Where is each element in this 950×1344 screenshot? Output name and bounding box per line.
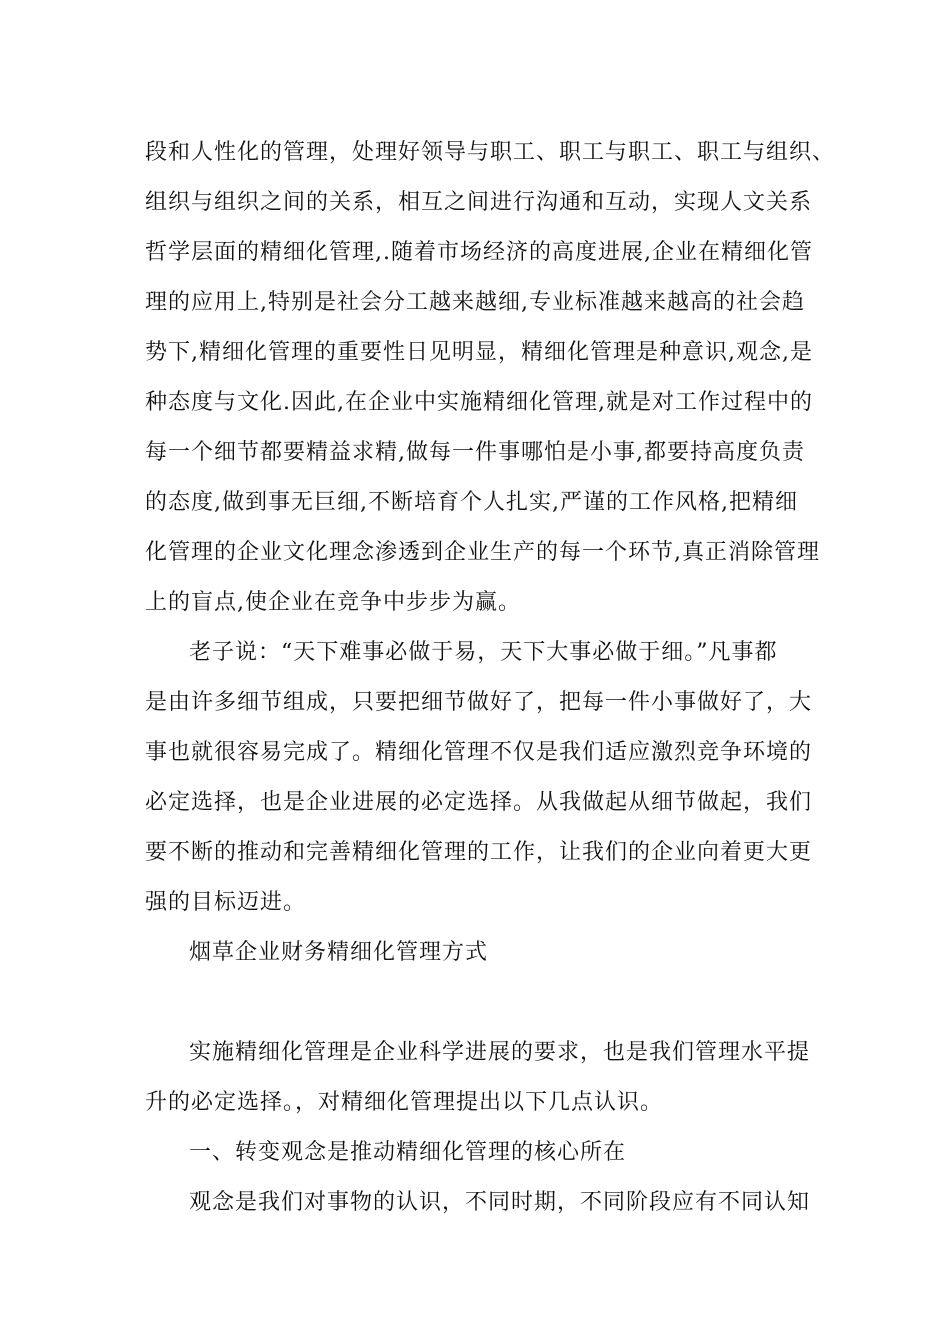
text-line: 上的盲点,使企业在竞争中步步为赢。 (145, 590, 521, 615)
text-line: 段和人性化的管理，处理好领导与职工、职工与职工、职工与组织、 (145, 140, 836, 165)
paragraph-continuation (145, 128, 835, 628)
document-body (145, 128, 835, 1228)
text-line: 老子说：“天下难事必做于易，天下大事必做于细。”凡事都 (189, 640, 778, 665)
text-line: 要不断的推动和完善精细化管理的工作，让我们的企业向着更大更 (145, 840, 813, 865)
text-line: 是由许多细节组成，只要把细节做好了，把每一件小事做好了，大 (145, 690, 813, 715)
text-line: 种态度与文化.因此,在企业中实施精细化管理,就是对工作过程中的 (145, 390, 813, 415)
text-line: 理的应用上,特别是社会分工越来越细,专业标准越来越高的社会趋 (145, 290, 805, 315)
text-line: 每一个细节都要精益求精,做每一件事哪怕是小事,都要持高度负责 (145, 440, 805, 465)
text-line: 强的目标迈进。 (145, 890, 307, 915)
text-line: 升的必定选择。，对精细化管理提出以下几点认识。 (145, 1090, 664, 1115)
paragraph-laozi-quote (145, 628, 835, 928)
text-line: 观念是我们对事物的认识，不同时期，不同阶段应有不同认知 (189, 1190, 811, 1215)
text-line: 事也就很容易完成了。精细化管理不仅是我们适应激烈竞争环境的 (145, 740, 813, 765)
blank-gap (145, 978, 835, 1028)
paragraph-implementation (145, 1028, 835, 1128)
text-line: 哲学层面的精细化管理,.随着市场经济的高度进展,企业在精细化管 (145, 240, 813, 265)
subsection-title: 一、转变观念是推动精细化管理的核心所在 (189, 1140, 627, 1165)
text-line: 化管理的企业文化理念渗透到企业生产的每一个环节,真正消除管理 (145, 540, 820, 565)
text-line: 的态度,做到事无巨细,不断培育个人扎实,严谨的工作风格,把精细 (145, 490, 798, 515)
text-line: 势下,精细化管理的重要性日见明显，精细化管理是种意识,观念,是 (145, 340, 813, 365)
text-line: 组织与组织之间的关系，相互之间进行沟通和互动，实现人文关系 (145, 190, 813, 215)
text-line: 实施精细化管理是企业科学进展的要求，也是我们管理水平提 (189, 1040, 811, 1065)
paragraph-concept (145, 1178, 835, 1228)
text-line: 必定选择，也是企业进展的必定选择。从我做起从细节做起，我们 (145, 790, 813, 815)
section-heading: 烟草企业财务精细化管理方式 (189, 940, 489, 965)
